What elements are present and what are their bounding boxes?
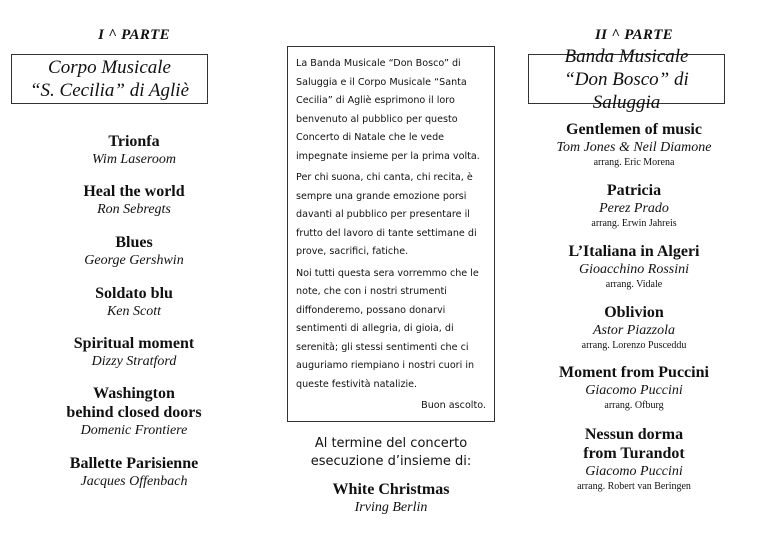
text-line: frutto del lavoro di tante settimane di [296,227,477,239]
left-piece [0,384,268,439]
finale-composer: Irving Berlin [354,500,428,515]
piece-title: Soldato blu [95,285,173,302]
left-piece [0,182,268,218]
piece-title: Oblivion [604,304,664,321]
piece-title: Gentlemen of music [566,121,702,138]
right-piece [508,120,760,169]
right-piece [508,363,760,412]
piece-composer: Gioacchino Rossini [578,262,690,277]
text-line: Cecilia” di Agliè esprimono il loro [296,95,455,106]
text-line: diffonderemo, possano donarvi [296,304,446,316]
piece-composer: Giacomo Puccini [585,383,683,398]
welcome-paragraph-3 [296,265,486,395]
piece-title-line2: from Turandot [583,445,685,462]
text-line: prove, sacrifici, fatiche. [296,246,409,257]
closing-note [280,435,502,471]
piece-title: Patricia [606,182,662,199]
text-line: Per chi suona, chi canta, chi recita, è [296,172,473,183]
piece-title: Ballette Parisienne [69,455,199,472]
piece-title-line2: behind closed doors [66,404,202,421]
piece-title: L’Italiana in Algeri [568,243,700,260]
piece-title: Spiritual moment [73,335,195,352]
piece-arranger: arrang. Vidale [605,279,663,290]
right-piece [508,181,760,230]
text-line: impegnate insieme per la prima volta. [296,150,480,162]
piece-composer: Tom Jones & Neil Diamone [556,140,712,155]
piece-composer: Domenic Frontiere [80,423,188,438]
piece-arranger: arrang. Lorenzo Pusceddu [581,340,687,351]
right-band-box [528,45,725,113]
piece-title: Blues [115,234,153,251]
closing-line1: Al termine del concerto [314,436,468,451]
welcome-text-box [287,46,495,422]
piece-title-line1: Nessun dorma [584,426,684,443]
right-piece [508,425,760,493]
piece-title: Heal the world [83,183,185,200]
right-band-line1: Banda Musicale [564,45,689,67]
text-line: sentimenti di allegria, di gioia, di [296,323,454,334]
text-line: La Banda Musicale “Don Bosco” di [296,58,461,69]
piece-composer: Dizzy Stratford [91,354,177,369]
piece-title: Moment from Puccini [559,364,709,381]
closing-line2: esecuzione d’insieme di: [310,454,472,469]
right-band-line2: “Don Bosco” di Saluggia [564,68,689,113]
text-line: Concerto di Natale che le vede [296,132,445,143]
piece-composer: George Gershwin [84,253,184,268]
left-piece [0,284,268,320]
left-piece [0,233,268,269]
piece-composer: Ken Scott [106,304,162,319]
piece-composer: Jacques Offenbach [80,474,188,489]
piece-arranger: arrang. Eric Morena [593,157,675,168]
text-line: davanti al pubblico per presentare il [296,209,470,220]
welcome-paragraph-2 [296,169,486,262]
piece-composer: Wim Laseroom [92,152,176,167]
text-line: benvenuto al pubblico per questo [296,113,458,125]
part-one-heading: I ^ PARTE [98,27,170,43]
left-band-line1: Corpo Musicale [48,57,171,78]
left-piece [0,132,268,168]
text-line: Saluggia e il Corpo Musicale “Santa [296,76,467,88]
piece-composer: Ron Sebregts [97,202,171,217]
piece-composer: Astor Piazzola [592,323,676,338]
piece-composer: Giacomo Puccini [585,464,683,479]
left-piece [0,334,268,370]
text-line: serenità; gli stessi sentimenti che ci [296,341,469,353]
finale-piece [280,480,502,516]
text-line: sempre una grande emozione porsi [296,190,467,202]
text-line: Noi tutti questa sera vorremmo che le [296,267,479,279]
piece-arranger: arrang. Robert van Beringen [577,481,691,492]
piece-title-line1: Washington [93,385,175,402]
finale-title: White Christmas [332,481,450,498]
piece-composer: Perez Prado [599,201,669,216]
text-line: auguriamo riempiano i nostri cuori in [296,360,475,371]
text-line: queste festività natalizie. [296,378,418,390]
left-piece [0,454,268,490]
text-line: note, che con i nostri strumenti [296,286,447,297]
signoff-text: Buon ascolto. [421,400,486,411]
right-piece [508,242,760,291]
part-two-heading: II ^ PARTE [595,27,673,43]
right-piece [508,303,760,352]
welcome-paragraph-1 [296,55,486,166]
left-band-line2: “S. Cecilia” di Agliè [29,80,190,101]
piece-arranger: arrang. Ofburg [604,400,664,411]
piece-title: Trionfa [108,133,160,150]
piece-arranger: arrang. Erwin Jahreis [591,218,677,229]
left-band-box [11,54,208,104]
